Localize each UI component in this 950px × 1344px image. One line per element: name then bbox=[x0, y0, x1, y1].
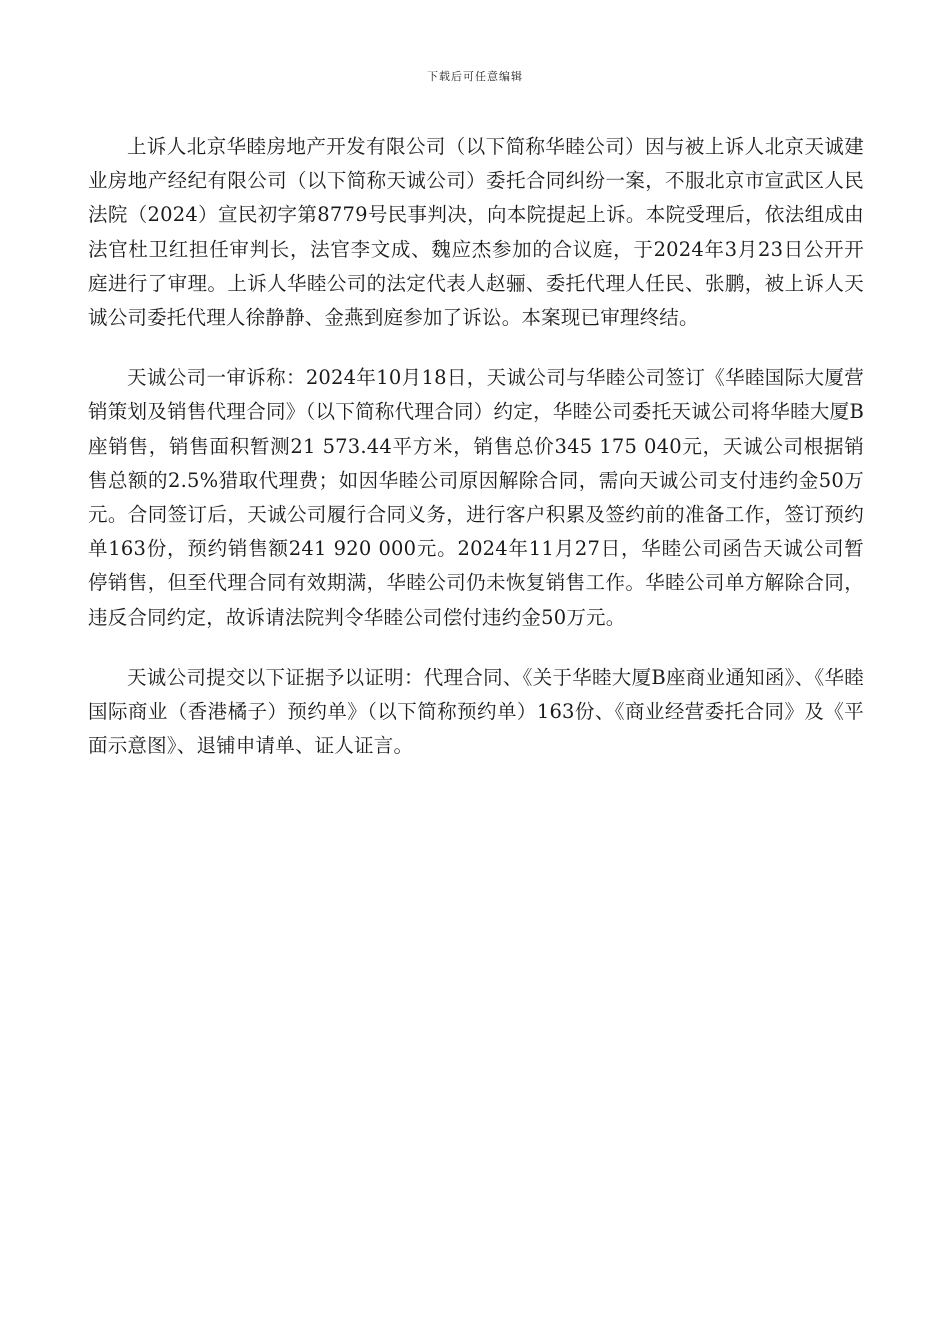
header-note: 下载后可任意编辑 bbox=[427, 70, 523, 83]
paragraph-plaintiff-claim: 天诚公司一审诉称：2024年10月18日，天诚公司与华睦公司签订《华睦国际大厦营销策划及销售代理合同》（以下简称代理合同）约定，华睦公司委托天诚公司将华睦大厦B座销售，销售面积暂测21 573.44平方米，销售总价345 175 040元，天诚公司根据销售总额的2.5%猎取代理费；如因华睦公司原因解除合同，需向天诚公司支付违约金50万元。合同签订后，天诚公司履行合同义务，进行客户积累及签约前的准备工作，签订预约单163份，预约销售额241 920 000元。2024年11月27日，华睦公司函告天诚公司暂停销售，但至代理合同有效期满，华睦公司仍未恢复销售工作。华睦公司单方解除合同，违反合同约定，故诉请法院判令华睦公司偿付违约金50万元。 bbox=[88, 366, 864, 629]
paragraph-evidence-list: 天诚公司提交以下证据予以证明：代理合同、《关于华睦大厦B座商业通知函》、《华睦国际商业（香港橘子）预约单》（以下简称预约单）163份、《商业经营委托合同》及《平面示意图》、退铺申请单、证人证言。 bbox=[88, 665, 864, 758]
document-body bbox=[88, 130, 864, 789]
paragraph-appeal-summary: 上诉人北京华睦房地产开发有限公司（以下简称华睦公司）因与被上诉人北京天诚建业房地产经纪有限公司（以下简称天诚公司）委托合同纠纷一案，不服北京市宣武区人民法院（2024）宣民初字第8779号民事判决，向本院提起上诉。本院受理后，依法组成由法官杜卫红担任审判长，法官李文成、魏应杰参加的合议庭，于2024年3月23日公开开庭进行了审理。上诉人华睦公司的法定代表人赵骊、委托代理人任民、张鹏，被上诉人天诚公司委托代理人徐静静、金燕到庭参加了诉讼。本案现已审理终结。 bbox=[88, 135, 864, 330]
